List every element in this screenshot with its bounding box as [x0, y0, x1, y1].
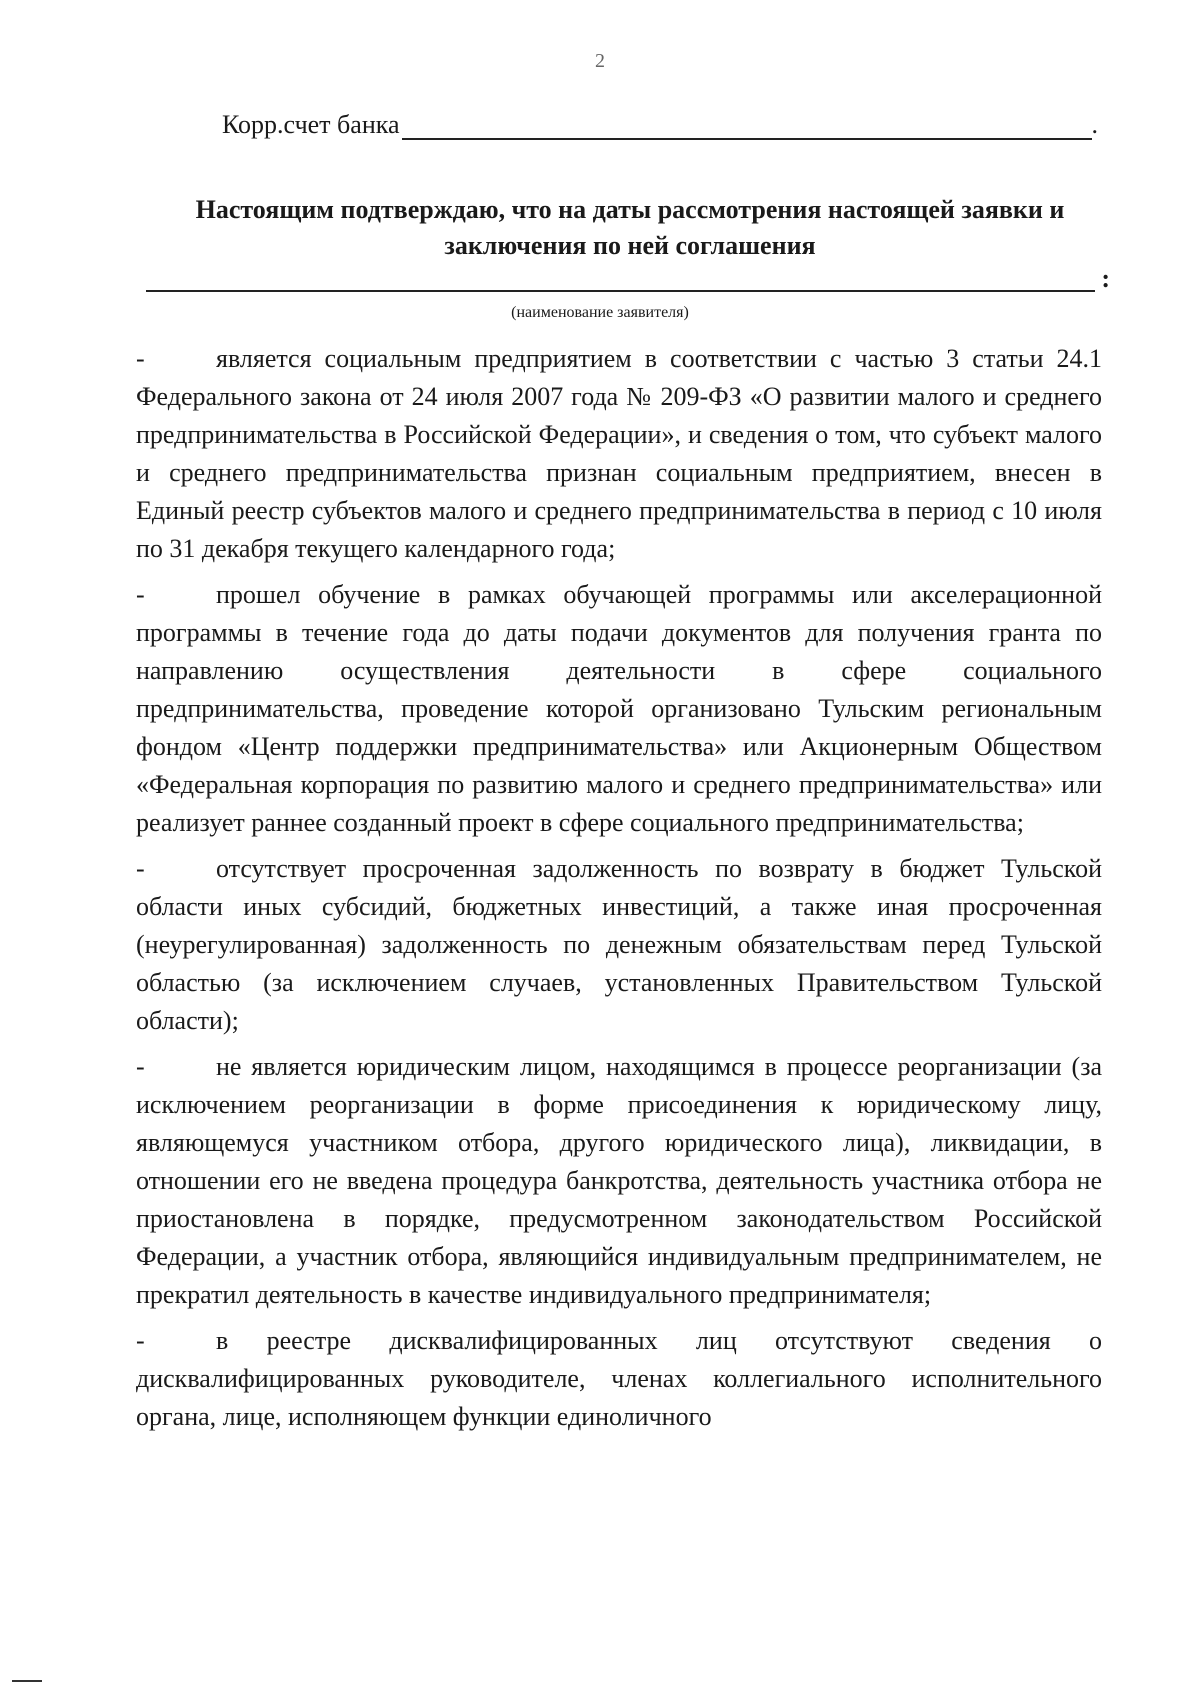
item-dash: - [136, 1326, 145, 1355]
applicant-name-blank [146, 264, 1095, 292]
conditions-list [136, 340, 1102, 1444]
applicant-caption: (наименование заявителя) [511, 304, 689, 321]
item-dash: - [136, 344, 145, 373]
condition-item [136, 340, 1102, 568]
item-text: является социальным предприятием в соответствии с частью 3 статьи 24.1 Федерального закона от 24 июля 2007 года № 209-ФЗ «О развитии малого и среднего предпринимательства в Российской Федерации», и сведения о том, что субъект малого и среднего предпринимательства признан социальным предприятием, внесен в Единый реестр субъектов малого и среднего предпринимательства в период с 10 июля по 31 декабря текущего календарного года; [136, 344, 1102, 563]
item-text: не является юридическим лицом, находящимся в процессе реорганизации (за исключением реорганизации в форме присоединения к юридическому лицу, являющемуся участником отбора, другого юридического лица), ликвидации, в отношении его не введена процедура банкротства, деятельность участника отбора не приостановлена в порядке, предусмотренном законодательством Российской Федерации, а участник отбора, являющийся индивидуальным предпринимателем, не прекратил деятельность в качестве индивидуального предпринимателя; [136, 1052, 1102, 1309]
condition-item [136, 850, 1102, 1040]
item-text: прошел обучение в рамках обучающей программы или акселерационной программы в течение года до даты подачи документов для получения гранта по направлению осуществления деятельности в сфере социального предпринимательства, проведение которой организовано Тульским региональным фондом «Центр поддержки предпринимательства» или Акционерным Обществом «Федеральная корпорация по развитию малого и среднего предпринимательства» или реализует раннее созданный проект в сфере социального предпринимательства; [136, 580, 1102, 837]
item-dash: - [136, 1052, 145, 1081]
item-dash: - [136, 854, 145, 883]
bank-account-label: Корр.счет банка [222, 110, 400, 139]
item-text: отсутствует просроченная задолженность по возврату в бюджет Тульской области иных субсидий, бюджетных инвестиций, а также иная просроченная (неурегулированная) задолженность по денежным обязательствам перед Тульской областью (за исключением случаев, установленных Правительством Тульской области); [136, 854, 1102, 1035]
confirmation-heading: Настоящим подтверждаю, что на даты рассмотрения настоящей заявки и заключения по ней соглашения [195, 195, 1065, 260]
bank-account-line [222, 110, 1122, 140]
item-dash: - [136, 580, 145, 609]
applicant-name-line [146, 264, 1110, 292]
scan-edge-mark [12, 1680, 42, 1682]
bank-account-end-mark: . [1091, 110, 1099, 139]
condition-item [136, 1322, 1102, 1436]
applicant-colon: : [1101, 264, 1110, 293]
condition-item [136, 1048, 1102, 1314]
item-text: в реестре дисквалифицированных лиц отсутствуют сведения о дисквалифицированных руководителе, членах коллегиального исполнительного органа, лице, исполняющем функции единоличного [136, 1326, 1102, 1431]
bank-account-blank [402, 110, 1092, 140]
condition-item [136, 576, 1102, 842]
page-number: 2 [595, 50, 605, 72]
